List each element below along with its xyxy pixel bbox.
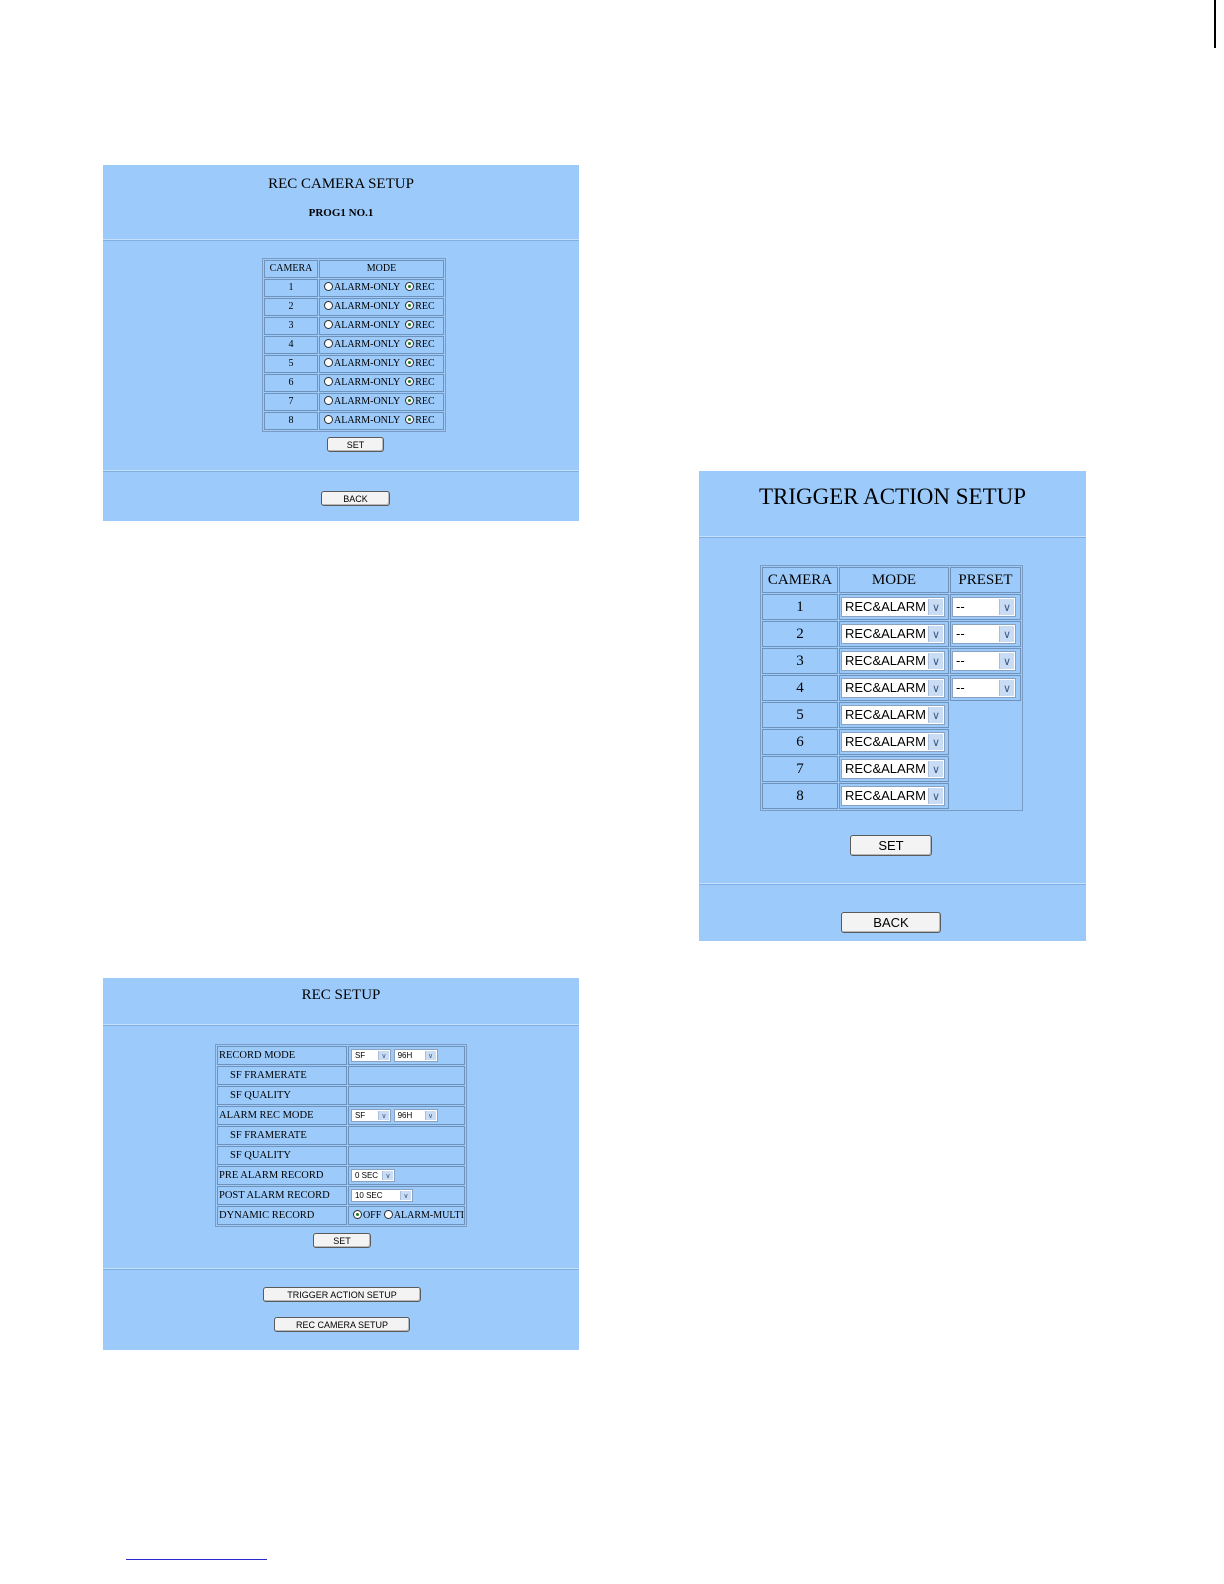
table-row	[264, 374, 444, 392]
camera-number: 8	[264, 412, 318, 430]
mode-select[interactable]	[841, 678, 945, 698]
selected-value: SF	[354, 1051, 366, 1060]
mode-select[interactable]	[841, 732, 945, 752]
radio-selected-icon	[405, 320, 414, 329]
table-row	[762, 621, 1021, 647]
selected-value: REC&ALARM	[845, 653, 926, 668]
chevron-down-icon: ∨	[928, 734, 943, 750]
preset-empty-area	[950, 702, 1021, 809]
option-label: ALARM-ONLY	[334, 396, 401, 407]
radio-selected-icon	[405, 282, 414, 291]
table-row	[762, 648, 1021, 674]
set-button[interactable]: SET	[850, 835, 932, 856]
preset-cell	[950, 648, 1021, 674]
mode-cell	[319, 317, 444, 335]
chevron-down-icon: ∨	[928, 626, 943, 642]
divider	[103, 470, 579, 472]
chevron-down-icon: ∨	[378, 1111, 389, 1120]
chevron-down-icon: ∨	[928, 707, 943, 723]
option-label: ALARM-ONLY	[334, 377, 401, 388]
mode-cell	[319, 412, 444, 430]
mode-select[interactable]	[841, 786, 945, 806]
selected-value: 10 SEC	[354, 1191, 383, 1200]
chevron-down-icon: ∨	[425, 1051, 436, 1060]
camera-number: 3	[264, 317, 318, 335]
preset-select[interactable]	[952, 624, 1016, 644]
table-row	[762, 702, 1021, 728]
alarm-rec-mode-cell	[348, 1106, 465, 1125]
option-label: REC	[415, 358, 435, 369]
rec-option[interactable]	[405, 339, 434, 350]
camera-number: 3	[762, 648, 838, 674]
table-row	[264, 317, 444, 335]
table-row	[217, 1126, 465, 1145]
radio-selected-icon	[405, 358, 414, 367]
sf-framerate-label: SF FRAMERATE	[217, 1126, 347, 1145]
radio-icon	[324, 358, 333, 367]
chevron-down-icon: ∨	[999, 680, 1014, 696]
chevron-down-icon: ∨	[999, 626, 1014, 642]
camera-number: 2	[264, 298, 318, 316]
footnote-rule	[126, 1559, 267, 1560]
selected-value: --	[956, 653, 965, 668]
radio-selected-icon	[405, 396, 414, 405]
pre-alarm-record-select[interactable]	[351, 1169, 395, 1182]
sf-quality-cell	[348, 1086, 465, 1105]
camera-number: 4	[264, 336, 318, 354]
mode-select[interactable]	[841, 759, 945, 779]
option-label: REC	[415, 320, 435, 331]
camera-number: 2	[762, 621, 838, 647]
alarm-only-option[interactable]	[324, 377, 400, 388]
set-button[interactable]: SET	[327, 437, 384, 452]
rec-option[interactable]	[405, 282, 434, 293]
rec-camera-table	[262, 258, 446, 432]
selected-value: --	[956, 599, 965, 614]
alarm-only-option[interactable]	[324, 415, 400, 426]
record-mode-label: RECORD MODE	[217, 1046, 347, 1065]
chevron-down-icon: ∨	[378, 1051, 389, 1060]
option-label: ALARM-ONLY	[334, 415, 401, 426]
camera-number: 1	[762, 594, 838, 620]
table-row	[264, 355, 444, 373]
selected-value: REC&ALARM	[845, 761, 926, 776]
trigger-action-setup-button[interactable]: TRIGGER ACTION SETUP	[263, 1287, 421, 1302]
selected-value: REC&ALARM	[845, 599, 926, 614]
preset-cell	[950, 594, 1021, 620]
alarm-rec-duration-select[interactable]	[394, 1109, 438, 1122]
column-header-camera: CAMERA	[264, 260, 318, 278]
table-row	[217, 1166, 465, 1185]
mode-select[interactable]	[841, 597, 945, 617]
page-title: TRIGGER ACTION SETUP	[758, 484, 1027, 509]
chevron-down-icon: ∨	[928, 599, 943, 615]
table-row	[217, 1106, 465, 1125]
selected-value: REC&ALARM	[845, 626, 926, 641]
camera-number: 8	[762, 783, 838, 809]
option-label: ALARM-ONLY	[334, 339, 401, 350]
dynamic-record-cell	[348, 1206, 465, 1225]
table-row	[264, 393, 444, 411]
chevron-down-icon: ∨	[400, 1191, 411, 1200]
column-header-camera: CAMERA	[762, 567, 838, 593]
radio-selected-icon	[405, 339, 414, 348]
chevron-down-icon: ∨	[382, 1171, 393, 1180]
mode-cell	[319, 355, 444, 373]
chevron-down-icon: ∨	[425, 1111, 436, 1120]
mode-cell	[319, 374, 444, 392]
rec-option[interactable]	[405, 396, 434, 407]
selected-value: REC&ALARM	[845, 788, 926, 803]
mode-cell	[839, 675, 949, 701]
option-label: ALARM-ONLY	[334, 282, 401, 293]
trigger-action-table	[760, 565, 1023, 811]
option-label: ALARM-MULTI	[393, 1210, 464, 1221]
sf-framerate-cell	[348, 1126, 465, 1145]
divider	[699, 883, 1086, 885]
mode-select[interactable]	[841, 624, 945, 644]
radio-icon	[324, 320, 333, 329]
alarm-only-option[interactable]	[324, 358, 400, 369]
chevron-down-icon: ∨	[928, 680, 943, 696]
record-mode-cell	[348, 1046, 465, 1065]
divider	[103, 1024, 579, 1026]
alarm-only-option[interactable]	[324, 301, 400, 312]
radio-selected-icon	[405, 415, 414, 424]
mode-cell	[839, 594, 949, 620]
table-row	[217, 1186, 465, 1205]
selected-value: --	[956, 680, 965, 695]
table-row	[217, 1046, 465, 1065]
back-button[interactable]: BACK	[841, 912, 941, 933]
table-header-row	[264, 260, 444, 278]
pre-alarm-record-label: PRE ALARM RECORD	[217, 1166, 347, 1185]
post-alarm-record-select[interactable]	[351, 1189, 413, 1202]
camera-number: 7	[762, 756, 838, 782]
mode-cell	[319, 279, 444, 297]
back-button[interactable]: BACK	[321, 491, 390, 506]
alarm-rec-mode-label: ALARM REC MODE	[217, 1106, 347, 1125]
sf-quality-label: SF QUALITY	[217, 1146, 347, 1165]
selected-value: 96H	[397, 1111, 413, 1120]
mode-cell	[319, 393, 444, 411]
page-edge-line	[1214, 0, 1216, 48]
alarm-only-option[interactable]	[324, 320, 400, 331]
table-row	[264, 298, 444, 316]
chevron-down-icon: ∨	[928, 761, 943, 777]
table-header-row	[762, 567, 1021, 593]
radio-icon	[324, 396, 333, 405]
sf-quality-label: SF QUALITY	[217, 1086, 347, 1105]
dynamic-record-alarm-multi-option[interactable]	[384, 1210, 464, 1221]
mode-cell	[839, 621, 949, 647]
selected-value: 0 SEC	[354, 1171, 379, 1180]
mode-select[interactable]	[841, 705, 945, 725]
selected-value: SF	[354, 1111, 366, 1120]
sf-framerate-label: SF FRAMERATE	[217, 1066, 347, 1085]
radio-selected-icon	[353, 1210, 362, 1219]
option-label: ALARM-ONLY	[334, 301, 401, 312]
sf-quality-cell	[348, 1146, 465, 1165]
rec-option[interactable]	[405, 320, 434, 331]
dynamic-record-label: DYNAMIC RECORD	[217, 1206, 347, 1225]
mode-select[interactable]	[841, 651, 945, 671]
selected-value: REC&ALARM	[845, 734, 926, 749]
camera-number: 6	[264, 374, 318, 392]
page-title: REC CAMERA SETUP	[268, 176, 414, 192]
option-label: REC	[415, 377, 435, 388]
radio-selected-icon	[405, 301, 414, 310]
option-label: OFF	[362, 1210, 382, 1221]
mode-cell	[839, 648, 949, 674]
camera-number: 1	[264, 279, 318, 297]
selected-value: --	[956, 626, 965, 641]
set-button[interactable]: SET	[313, 1233, 371, 1248]
rec-setup-table	[215, 1044, 467, 1227]
mode-cell	[839, 756, 949, 782]
chevron-down-icon: ∨	[928, 653, 943, 669]
alarm-only-option[interactable]	[324, 396, 400, 407]
mode-cell	[839, 783, 949, 809]
camera-number: 5	[264, 355, 318, 373]
post-alarm-record-label: POST ALARM RECORD	[217, 1186, 347, 1205]
radio-selected-icon	[405, 377, 414, 386]
selected-value: 96H	[397, 1051, 413, 1060]
mode-cell	[839, 702, 949, 728]
preset-select[interactable]	[952, 678, 1016, 698]
divider	[103, 239, 579, 241]
radio-icon	[384, 1210, 393, 1219]
program-subtitle: PROG1 NO.1	[308, 207, 374, 219]
chevron-down-icon: ∨	[999, 599, 1014, 615]
option-label: ALARM-ONLY	[334, 358, 401, 369]
preset-cell	[950, 621, 1021, 647]
radio-icon	[324, 377, 333, 386]
post-alarm-record-cell	[348, 1186, 465, 1205]
rec-option[interactable]	[405, 301, 434, 312]
column-header-preset: PRESET	[950, 567, 1021, 593]
divider	[103, 1268, 579, 1270]
sf-framerate-cell	[348, 1066, 465, 1085]
chevron-down-icon: ∨	[928, 788, 943, 804]
radio-icon	[324, 282, 333, 291]
table-row	[217, 1206, 465, 1225]
preset-select[interactable]	[952, 597, 1016, 617]
mode-cell	[319, 336, 444, 354]
chevron-down-icon: ∨	[999, 653, 1014, 669]
table-row	[762, 675, 1021, 701]
option-label: REC	[415, 339, 435, 350]
table-row	[264, 412, 444, 430]
alarm-only-option[interactable]	[324, 339, 400, 350]
divider	[699, 536, 1086, 538]
column-header-mode: MODE	[839, 567, 949, 593]
selected-value: REC&ALARM	[845, 680, 926, 695]
option-label: REC	[415, 396, 435, 407]
radio-icon	[324, 301, 333, 310]
pre-alarm-record-cell	[348, 1166, 465, 1185]
rec-camera-setup-button[interactable]: REC CAMERA SETUP	[274, 1317, 410, 1332]
selected-value: REC&ALARM	[845, 707, 926, 722]
table-row	[264, 279, 444, 297]
rec-option[interactable]	[405, 358, 434, 369]
rec-option[interactable]	[405, 415, 434, 426]
dynamic-record-off-option[interactable]	[353, 1210, 381, 1221]
camera-number: 5	[762, 702, 838, 728]
alarm-only-option[interactable]	[324, 282, 400, 293]
mode-cell	[319, 298, 444, 316]
table-row	[762, 594, 1021, 620]
preset-cell	[950, 675, 1021, 701]
alarm-rec-mode-select[interactable]	[351, 1109, 391, 1122]
radio-icon	[324, 339, 333, 348]
preset-select[interactable]	[952, 651, 1016, 671]
option-label: REC	[415, 282, 435, 293]
camera-number: 6	[762, 729, 838, 755]
rec-option[interactable]	[405, 377, 434, 388]
camera-number: 7	[264, 393, 318, 411]
record-duration-select[interactable]	[394, 1049, 438, 1062]
table-row	[217, 1066, 465, 1085]
option-label: REC	[415, 301, 435, 312]
option-label: ALARM-ONLY	[334, 320, 401, 331]
column-header-mode: MODE	[319, 260, 444, 278]
record-mode-select[interactable]	[351, 1049, 391, 1062]
table-row	[264, 336, 444, 354]
camera-number: 4	[762, 675, 838, 701]
option-label: REC	[415, 415, 435, 426]
page-title: REC SETUP	[301, 987, 381, 1003]
radio-icon	[324, 415, 333, 424]
table-row	[217, 1146, 465, 1165]
table-row	[217, 1086, 465, 1105]
mode-cell	[839, 729, 949, 755]
